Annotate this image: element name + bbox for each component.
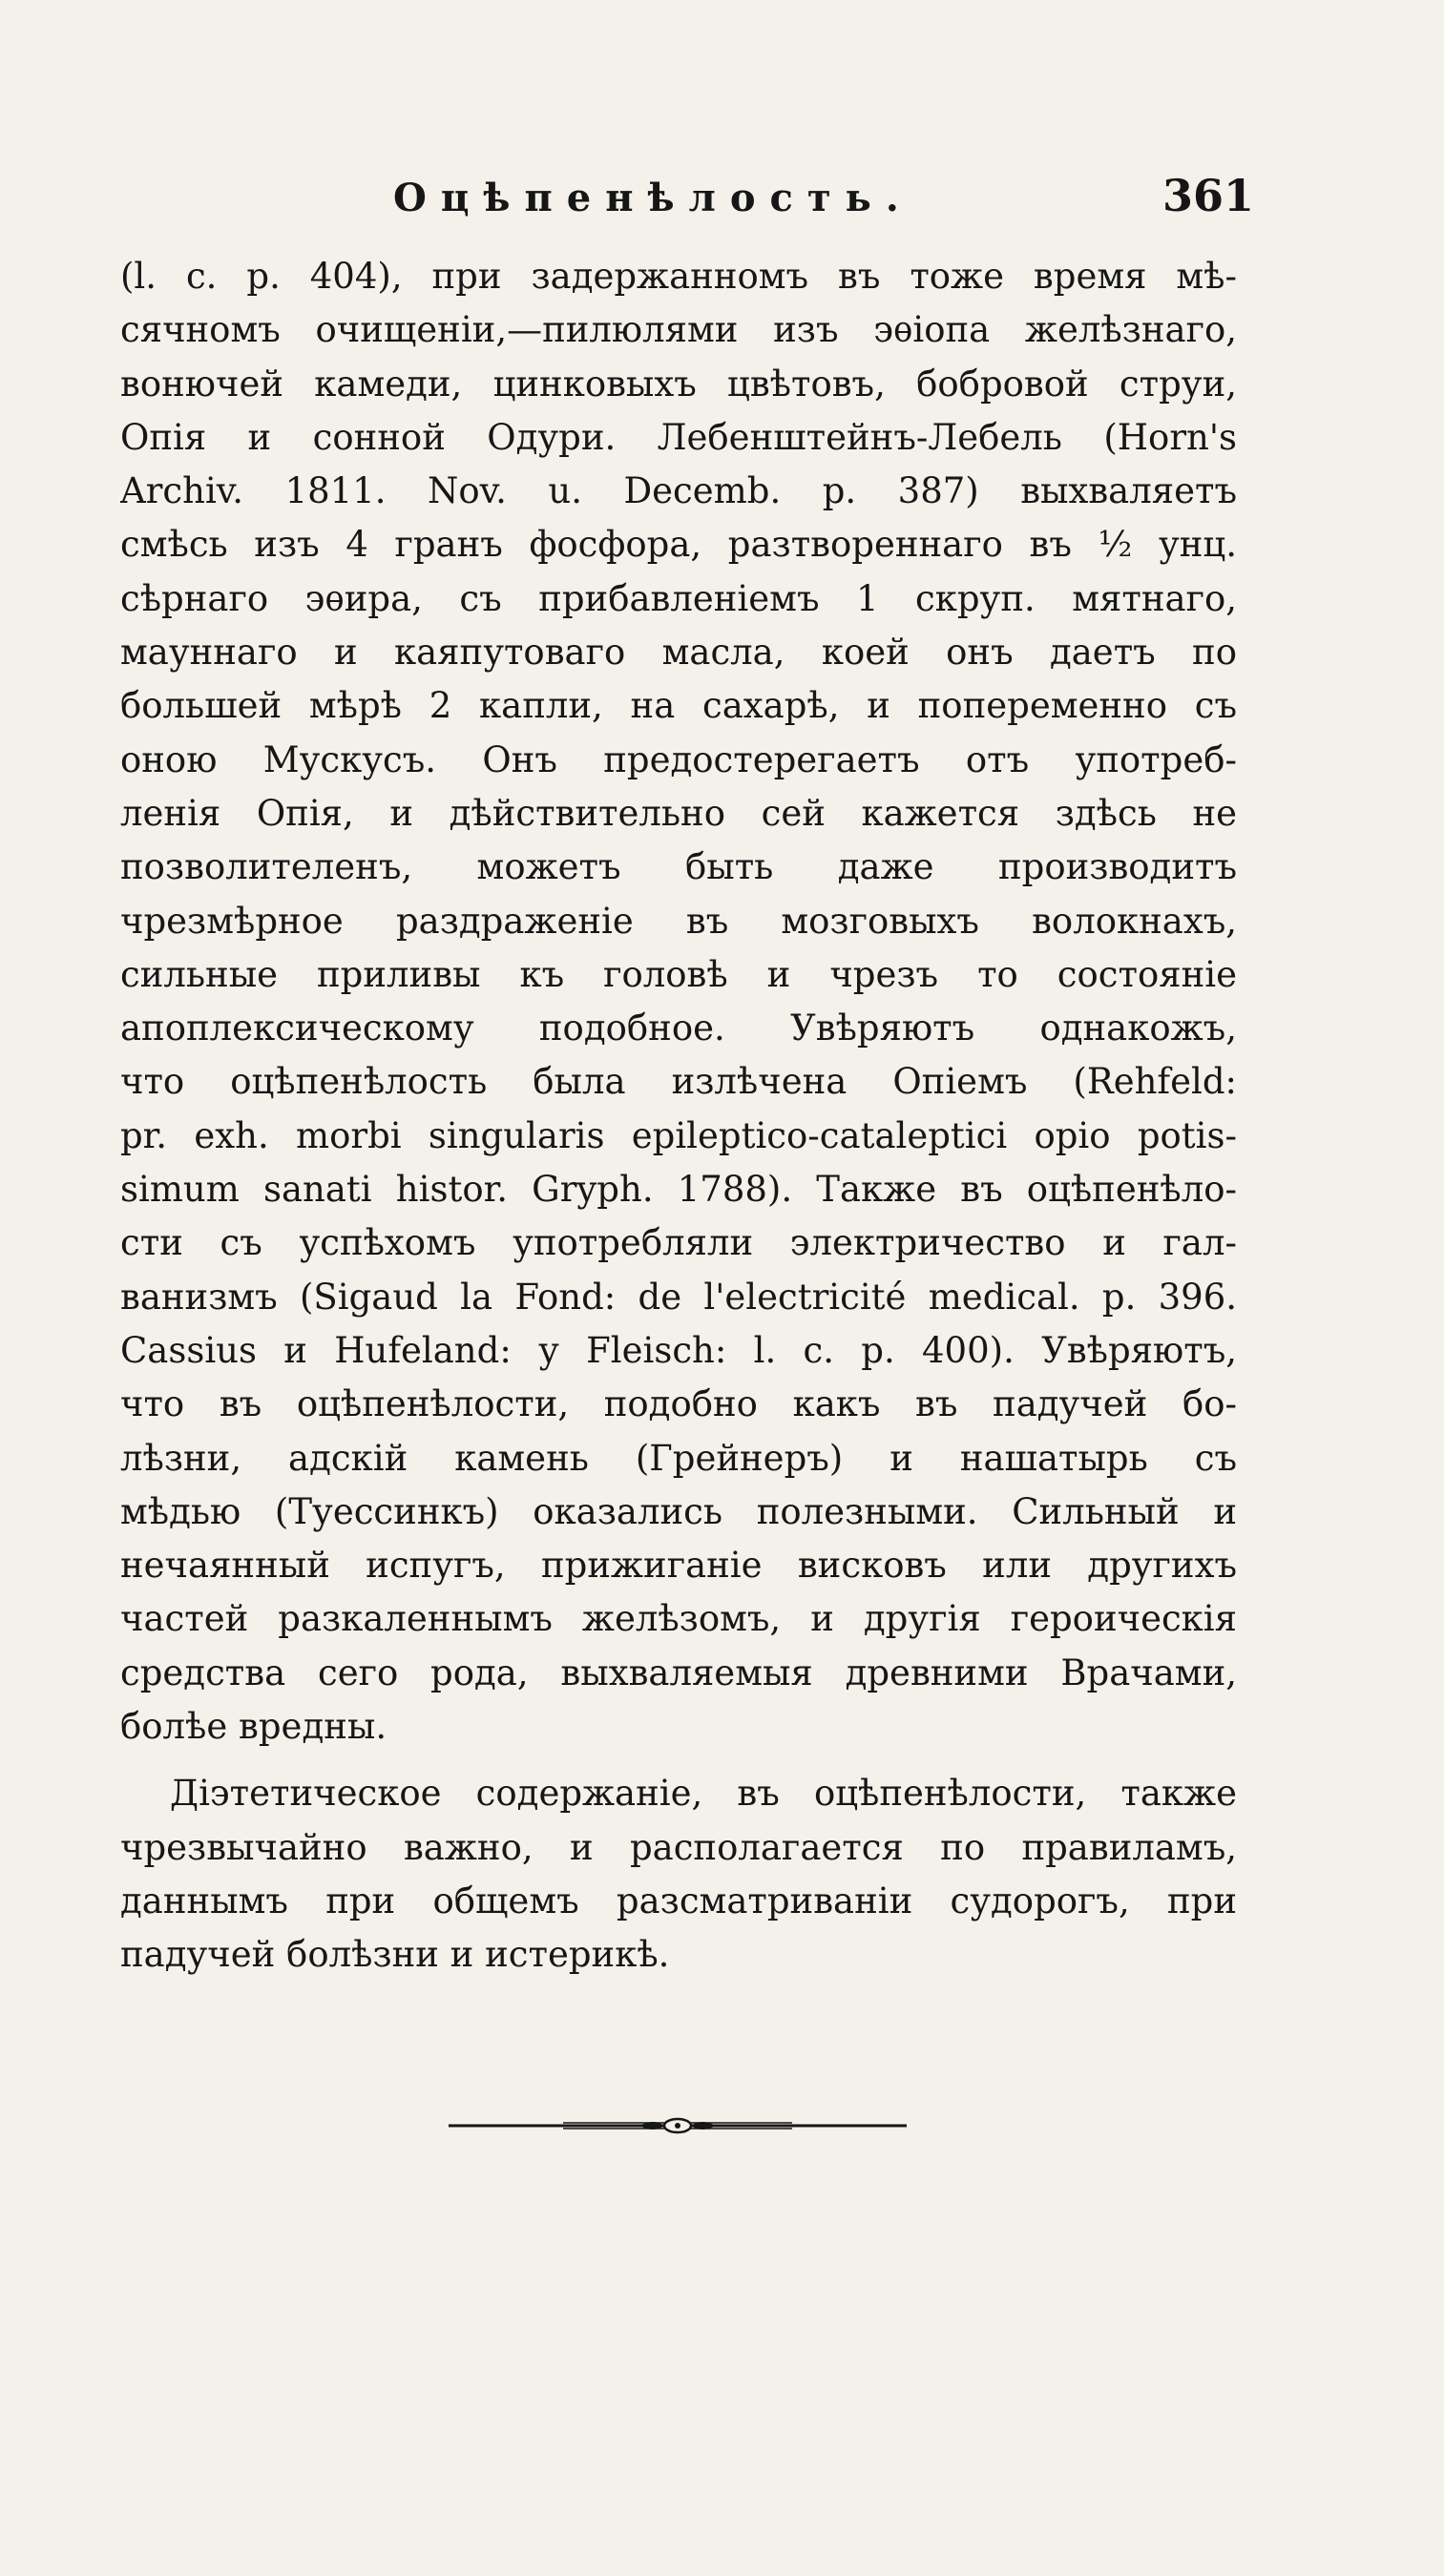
text-line: частей разкаленнымъ желѣзомъ, и другія героическія bbox=[120, 1598, 1237, 1640]
text-line: ленія Опія, и дѣйствительно сей кажется здѣсь не bbox=[120, 792, 1237, 834]
text-line: чрезвычайно важно, и располагается по правиламъ, bbox=[120, 1826, 1237, 1868]
text-line: средства сего рода, выхваляемыя древними Врачами, bbox=[120, 1652, 1237, 1693]
page-number: 361 bbox=[1162, 170, 1255, 221]
text-line: даннымъ при общемъ разсматриваніи судорогъ, при bbox=[120, 1880, 1237, 1922]
text-line: сти съ успѣхомъ употребляли электричество и гал- bbox=[120, 1222, 1237, 1264]
text-line: позволителенъ, можетъ быть даже производитъ bbox=[120, 846, 1237, 888]
text-line: апоплексическому подобное. Увѣряютъ однакожъ, bbox=[120, 1008, 1237, 1049]
text-line: болѣе вредны. bbox=[120, 1706, 387, 1748]
text-line: Опія и сонной Одури. Лебенштейнъ-Лебель (Horn's bbox=[120, 416, 1237, 458]
running-head bbox=[0, 168, 1444, 225]
text-line: (l. c. p. 404), при задержанномъ въ тоже время мѣ- bbox=[120, 256, 1237, 297]
text-line: ванизмъ (Sigaud la Fond: de l'electricité medical. p. 396. bbox=[120, 1276, 1237, 1318]
paragraph-1 bbox=[120, 250, 1237, 1754]
text-line: падучей болѣзни и истерикѣ. bbox=[120, 1934, 670, 1976]
text-line: лѣзни, адскій камень (Грейнеръ) и нашатырь съ bbox=[120, 1437, 1237, 1479]
text-line: сѣрнаго эѳира, съ прибавленіемъ 1 скруп. мятнаго, bbox=[120, 577, 1237, 619]
text-line: pr. exh. morbi singularis epileptico-cataleptici opio potis- bbox=[120, 1114, 1237, 1156]
ornamental-divider bbox=[449, 2116, 907, 2135]
text-line: Cassius и Hufeland: у Fleisch: l. c. p. 400). Увѣряютъ, bbox=[120, 1329, 1237, 1371]
text-line: сячномъ очищеніи,—пилюлями изъ эѳіопа желѣзнаго, bbox=[120, 309, 1237, 351]
text-line: вонючей камеди, цинковыхъ цвѣтовъ, бобровой струи, bbox=[120, 363, 1237, 405]
text-line: мѣдью (Туессинкъ) оказались полезными. Сильный и bbox=[120, 1490, 1237, 1532]
text-line: мауннаго и каяпутоваго масла, коей онъ даетъ по bbox=[120, 632, 1237, 674]
text-line: simum sanati histor. Gryph. 1788). Также въ оцѣпенѣло- bbox=[120, 1169, 1237, 1211]
text-line: большей мѣрѣ 2 капли, на сахарѣ, и попеременно съ bbox=[120, 685, 1237, 727]
text-line: что въ оцѣпенѣлости, подобно какъ въ падучей бо- bbox=[120, 1383, 1237, 1425]
text-line: нечаянный испугъ, прижиганіе висковъ или другихъ bbox=[120, 1545, 1237, 1587]
text-line: смѣсь изъ 4 гранъ фосфора, разтвореннаго въ ½ унц. bbox=[120, 524, 1237, 566]
text-line: оною Мускусъ. Онъ предостерегаетъ отъ употреб- bbox=[120, 738, 1237, 780]
paragraph-2 bbox=[120, 1767, 1237, 1982]
text-line: сильные приливы къ головѣ и чрезъ то состояніе bbox=[120, 953, 1237, 995]
text-line: Archiv. 1811. Nov. u. Decemb. p. 387) выхваляетъ bbox=[120, 470, 1237, 512]
body-text bbox=[120, 250, 1237, 1983]
text-line: Діэтетическое содержаніе, въ оцѣпенѣлости, также bbox=[170, 1773, 1237, 1815]
text-line: что оцѣпенѣлость была излѣчена Опіемъ (Rehfeld: bbox=[120, 1061, 1237, 1103]
text-line: чрезмѣрное раздраженіе въ мозговыхъ волокнахъ, bbox=[120, 900, 1237, 942]
running-title: Оцѣпенѣлость. bbox=[393, 176, 913, 220]
